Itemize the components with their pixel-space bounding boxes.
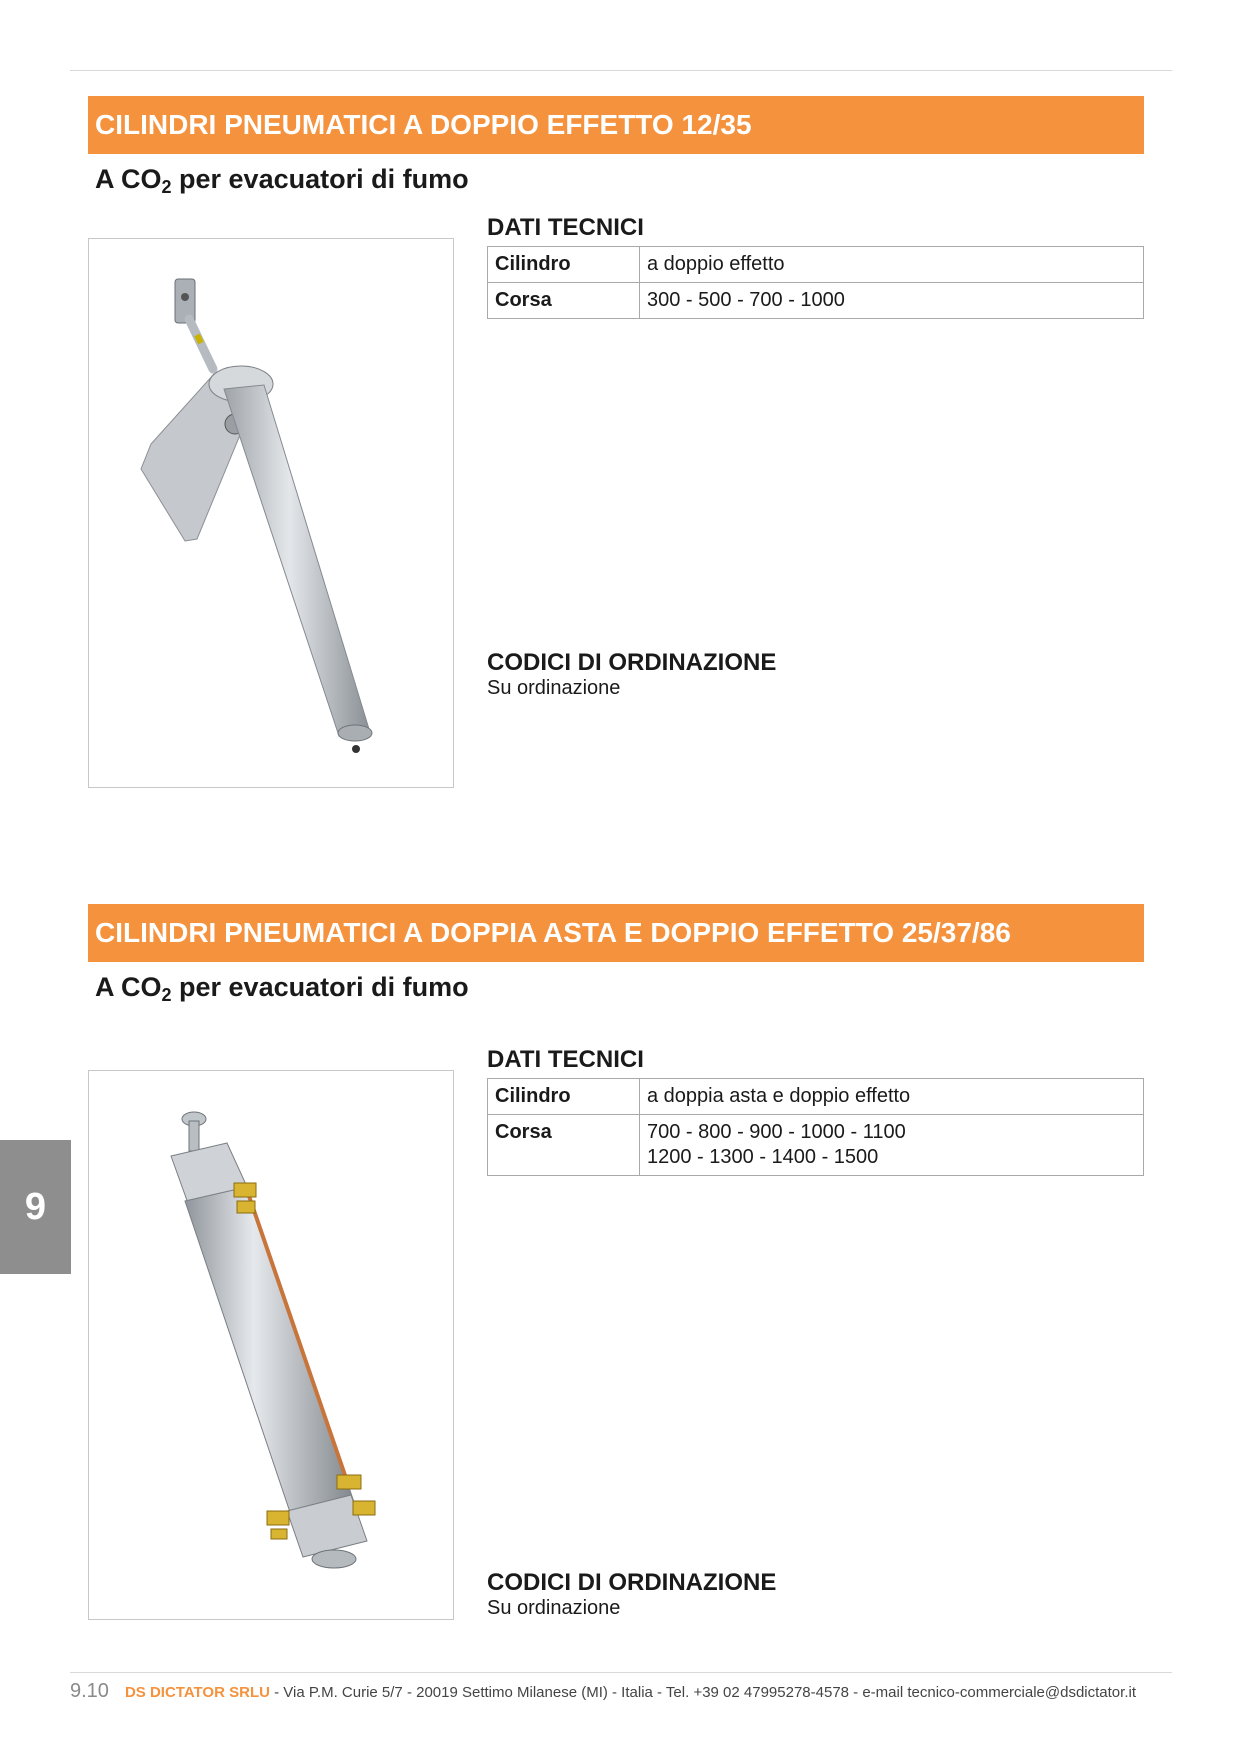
order-codes-heading: CODICI DI ORDINAZIONE <box>487 1569 777 1596</box>
spec-label: Corsa <box>488 283 640 319</box>
section-subtitle: A $CO_2$ per evacuatori di fumo <box>95 164 469 197</box>
section-title: CILINDRI PNEUMATICI A DOPPIA ASTA E DOPPIO EFFETTO 25/37/86 <box>88 904 1144 962</box>
spec-value-line: 1200 - 1300 - 1400 - 1500 <box>647 1146 879 1168</box>
double-rod-cylinder-image <box>89 1071 455 1621</box>
spec-value: 300 - 500 - 700 - 1000 <box>640 283 1144 319</box>
cylinder-image <box>89 239 455 789</box>
table-row <box>488 1115 1144 1176</box>
section-subtitle: A $CO_2$ per evacuatori di fumo <box>95 972 469 1005</box>
table-row <box>488 247 1144 283</box>
table-row <box>488 283 1144 319</box>
spec-value: a doppia asta e doppio effetto <box>640 1079 1144 1115</box>
product-photo <box>88 238 454 788</box>
specs-heading: DATI TECNICI <box>487 1046 644 1073</box>
spec-value-line: 700 - 800 - 900 - 1000 - 1100 <box>647 1121 906 1143</box>
spec-value <box>640 1115 1144 1176</box>
spec-label: Cilindro <box>488 1079 640 1115</box>
product-photo <box>88 1070 454 1620</box>
order-codes-text: Su ordinazione <box>487 1597 621 1619</box>
company-address: - Via P.M. Curie 5/7 - 20019 Settimo Milanese (MI) - Italia - Tel. +39 02 47995278-4578 - e-mail tecnico-commerciale@dsdictator.it <box>269 1684 1136 1701</box>
specs-table <box>487 1078 1144 1176</box>
specs-heading: DATI TECNICI <box>487 214 644 241</box>
spec-label: Corsa <box>488 1115 640 1176</box>
chapter-tab: 9 <box>0 1140 71 1274</box>
specs-table <box>487 246 1144 319</box>
company-name: DS DICTATOR SRLU <box>124 1684 270 1701</box>
order-codes-text: Su ordinazione <box>487 677 621 699</box>
section-title: CILINDRI PNEUMATICI A DOPPIO EFFETTO 12/35 <box>88 96 1144 154</box>
footer-divider <box>70 1672 1172 1673</box>
order-codes-heading: CODICI DI ORDINAZIONE <box>487 649 777 676</box>
spec-label: Cilindro <box>488 247 640 283</box>
table-row <box>488 1079 1144 1115</box>
page-footer <box>70 1676 1172 1706</box>
top-divider <box>70 70 1172 71</box>
spec-value: a doppio effetto <box>640 247 1144 283</box>
page-number: 9.10 <box>70 1680 109 1702</box>
